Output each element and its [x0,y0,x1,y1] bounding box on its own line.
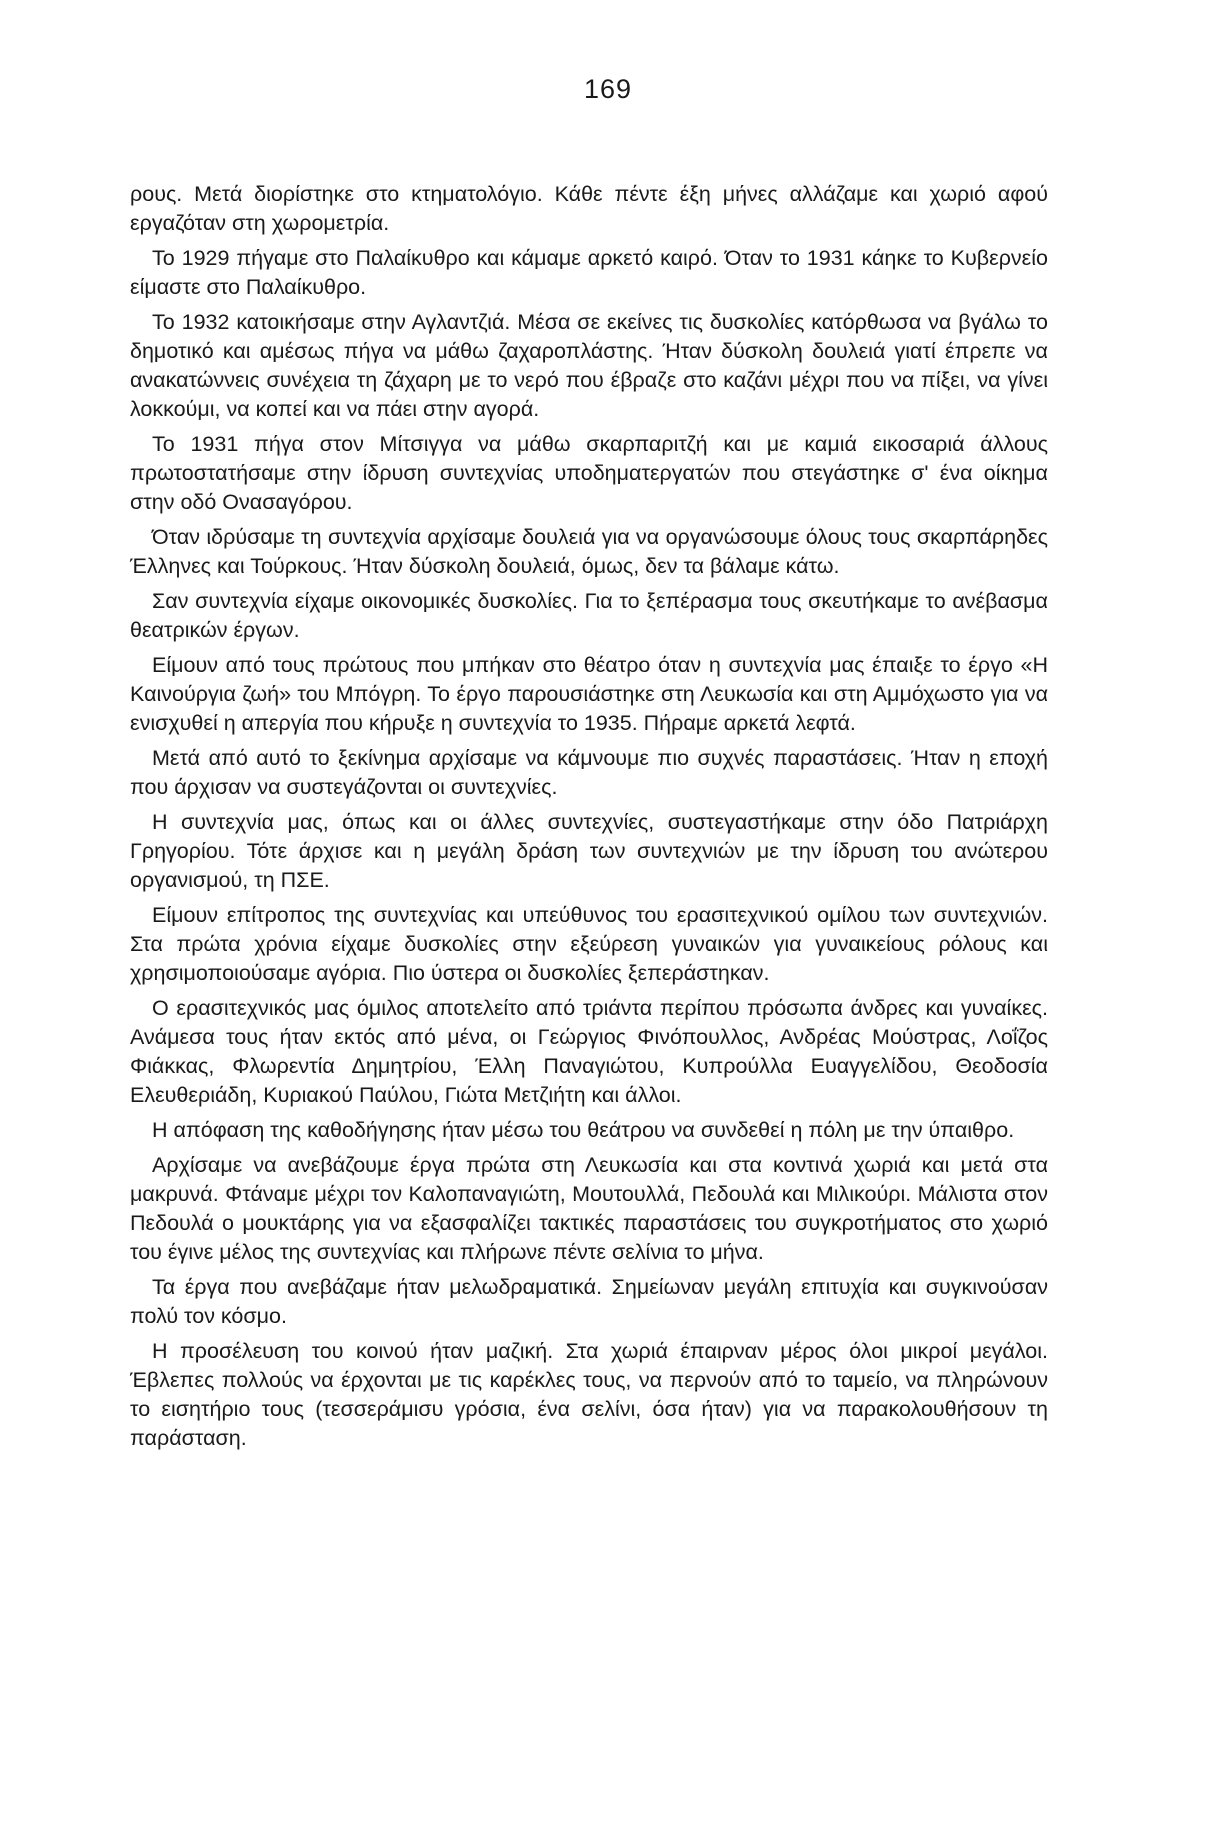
paragraph: Σαν συντεχνία είχαμε οικονομικές δυσκολίες. Για το ξεπέρασμα τους σκευτήκαμε το ανέβασμα θεατρικών έργων. [130,589,1048,642]
paragraph: Η συντεχνία μας, όπως και οι άλλες συντεχνίες, συστεγαστήκαμε στην όδο Πατριάρχη Γρηγορίου. Τότε άρχισε και η μεγάλη δράση των συντεχνιών με την ίδρυση του ανώτερου οργανισμού, τη ΠΣΕ. [130,810,1048,892]
paragraph: Ο ερασιτεχνικός μας όμιλος αποτελείτο από τριάντα περίπου πρόσωπα άνδρες και γυναίκες. Ανάμεσα τους ήταν εκτός από μένα, οι Γεώργιος Φινόπουλλος, Ανδρέας Μούστρας, Λοΐζος Φιάκκας, Φλωρεντία Δημητρίου, Έλλη Παναγιώτου, Κυπρούλλα Ευαγγελίδου, Θεοδοσία Ελευθεριάδη, Κυριακού Παύλου, Γιώτα Μετζιήτη και άλλοι. [130,996,1048,1107]
paragraph: Είμουν από τους πρώτους που μπήκαν στο θέατρο όταν η συντεχνία μας έπαιξε το έργο «Η Καινούργια ζωή» του Μπόγρη. Το έργο παρουσιάστηκε στη Λευκωσία και στη Αμμόχωστο για να ενισχυθεί η απεργία που κήρυξε η συντεχνία το 1935. Πήραμε αρκετά λεφτά. [130,653,1048,735]
paragraph: Μετά από αυτό το ξεκίνημα αρχίσαμε να κάμνουμε πιο συχνές παραστάσεις. Ήταν η εποχή που άρχισαν να συστεγάζονται οι συντεχνίες. [130,746,1048,799]
paragraph: Η απόφαση της καθοδήγησης ήταν μέσω του θεάτρου να συνδεθεί η πόλη με την ύπαιθρο. [152,1118,1015,1142]
paragraph: Η προσέλευση του κοινού ήταν μαζική. Στα χωριά έπαιρναν μέρος όλοι μικροί μεγάλοι. Έβλεπες πολλούς να έρχονται με τις καρέκλες τους, να περνούν από το ταμείο, να πληρώνουν το εισητήριο τους (τεσσεράμισυ γρόσια, ένα σελίνι, όσα ήταν) για να παρακολουθήσουν τη παράσταση. [130,1339,1048,1450]
paragraph: Το 1929 πήγαμε στο Παλαίκυθρο και κάμαμε αρκετό καιρό. Όταν το 1931 κάηκε το Κυβερνείο είμαστε στο Παλαίκυθρο. [130,246,1048,299]
paragraph: Είμουν επίτροπος της συντεχνίας και υπεύθυνος του ερασιτεχνικού ομίλου των συντεχνιών. Στα πρώτα χρόνια είχαμε δυσκολίες στην εξεύρεση γυναικών για γυναικείους ρόλους και χρησιμοποιούσαμε αγόρια. Πιο ύστερα οι δυσκολίες ξεπεράστηκαν. [130,903,1048,985]
page-number: 169 [583,74,633,104]
page-body [130,180,1048,1459]
paragraph: Το 1931 πήγα στον Μίτσιγγα να μάθω σκαρπαριτζή και με καμιά εικοσαριά άλλους πρωτοστατήσαμε στην ίδρυση συντεχνίας υποδηματεργατών που στεγάστηκε σ' ένα οίκημα στην οδό Ονασαγόρου. [130,432,1048,514]
paragraph: ρους. Μετά διορίστηκε στο κτηματολόγιο. Κάθε πέντε έξη μήνες αλλάζαμε και χωριό αφού εργαζόταν στη χωρομετρία. [130,182,1048,235]
paragraph: Όταν ιδρύσαμε τη συντεχνία αρχίσαμε δουλειά για να οργανώσουμε όλους τους σκαρπάρηδες Έλληνες και Τούρκους. Ήταν δύσκολη δουλειά, όμως, δεν τα βάλαμε κάτω. [130,525,1048,578]
paragraph: Αρχίσαμε να ανεβάζουμε έργα πρώτα στη Λευκωσία και στα κοντινά χωριά και μετά στα μακρυνά. Φτάναμε μέχρι τον Καλοπαναγιώτη, Μουτουλλά, Πεδουλά και Μιλικούρι. Μάλιστα στον Πεδουλά ο μουκτάρης για να εξασφαλίζει τακτικές παραστάσεις του συγκροτήματος στο χωριό του έγινε μέλος της συντεχνίας και πλήρωνε πέντε σελίνια το μήνα. [130,1153,1048,1264]
paragraph: Τα έργα που ανεβάζαμε ήταν μελωδραματικά. Σημείωναν μεγάλη επιτυχία και συγκινούσαν πολύ τον κόσμο. [130,1275,1048,1328]
paragraph: Το 1932 κατοικήσαμε στην Αγλαντζιά. Μέσα σε εκείνες τις δυσκολίες κατόρθωσα να βγάλω το δημοτικό και αμέσως πήγα να μάθω ζαχαροπλάστης. Ήταν δύσκολη δουλειά γιατί έπρεπε να ανακατώννεις συνέχεια τη ζάχαρη με το νερό που έβραζε στο καζάνι μέχρι που να πίξει, να γίνει λοκκούμι, να κοπεί και να πάει στην αγορά. [130,310,1048,421]
